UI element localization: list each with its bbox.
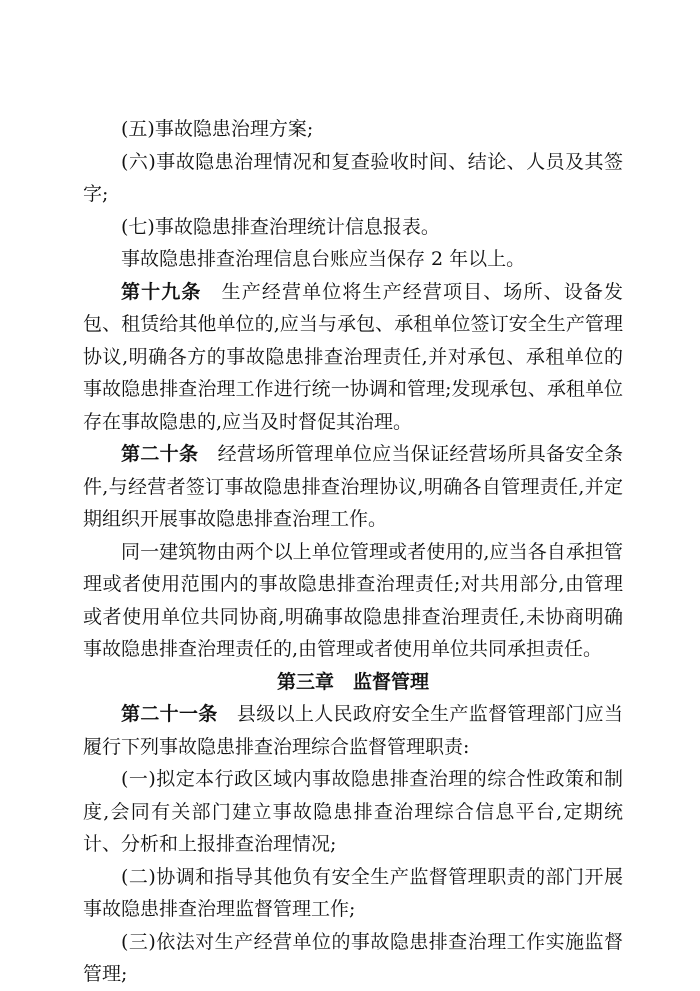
article-21-text: 县级以上人民政府安全生产监督管理部门应当履行下列事故隐患排查治理综合监督管理职责: bbox=[83, 703, 623, 758]
list-item: (一)拟定本行政区域内事故隐患排查治理的综合性政策和制度,会同有关部门建立事故隐患排查治理综合信息平台,定期统计、分析和上报排查治理情况; bbox=[83, 768, 623, 855]
article-21 bbox=[83, 698, 623, 763]
article-19-text: 生产经营单位将生产经营项目、场所、设备发包、租赁给其他单位的,应当与承包、承租单位签订安全生产管理协议,明确各方的事故隐患排查治理责任,并对承包、承租单位的事故隐患排查治理工作进行统一协调和管理;发现承包、承租单位存在事故隐患的,应当及时督促其治理。 bbox=[83, 280, 623, 433]
article-19-title: 第十九条 bbox=[121, 280, 202, 303]
article-20 bbox=[83, 438, 623, 536]
list-item: (六)事故隐患治理情况和复查验收时间、结论、人员及其签字; bbox=[83, 150, 623, 205]
ledger-retention-paragraph: 事故隐患排查治理信息台账应当保存 2 年以上。 bbox=[121, 248, 526, 270]
article-21-title: 第二十一条 bbox=[121, 703, 218, 725]
article-20-paragraph-2: 同一建筑物由两个以上单位管理或者使用的,应当各自承担管理或者使用范围内的事故隐患排查治理责任;对共用部分,由管理或者使用单位共同协商,明确事故隐患排查治理责任,未协商明确事故隐患排查治理责任的,由管理或者使用单位共同承担责任。 bbox=[83, 540, 623, 660]
article-20-title: 第二十条 bbox=[121, 443, 199, 465]
chapter-heading: 第三章 监督管理 bbox=[276, 670, 429, 693]
document-body bbox=[83, 113, 623, 991]
list-item: (五)事故隐患治理方案; bbox=[121, 118, 314, 140]
list-item: (七)事故隐患排查治理统计信息报表。 bbox=[121, 215, 440, 238]
list-item: (三)依法对生产经营单位的事故隐患排查治理工作实施监督管理; bbox=[83, 930, 623, 985]
article-19 bbox=[83, 276, 623, 439]
article-20-text: 经营场所管理单位应当保证经营场所具备安全条件,与经营者签订事故隐患排查治理协议,明确各自管理责任,并定期组织开展事故隐患排查治理工作。 bbox=[83, 443, 623, 530]
list-item: (二)协调和指导其他负有安全生产监督管理职责的部门开展事故隐患排查治理监督管理工作; bbox=[83, 865, 623, 920]
